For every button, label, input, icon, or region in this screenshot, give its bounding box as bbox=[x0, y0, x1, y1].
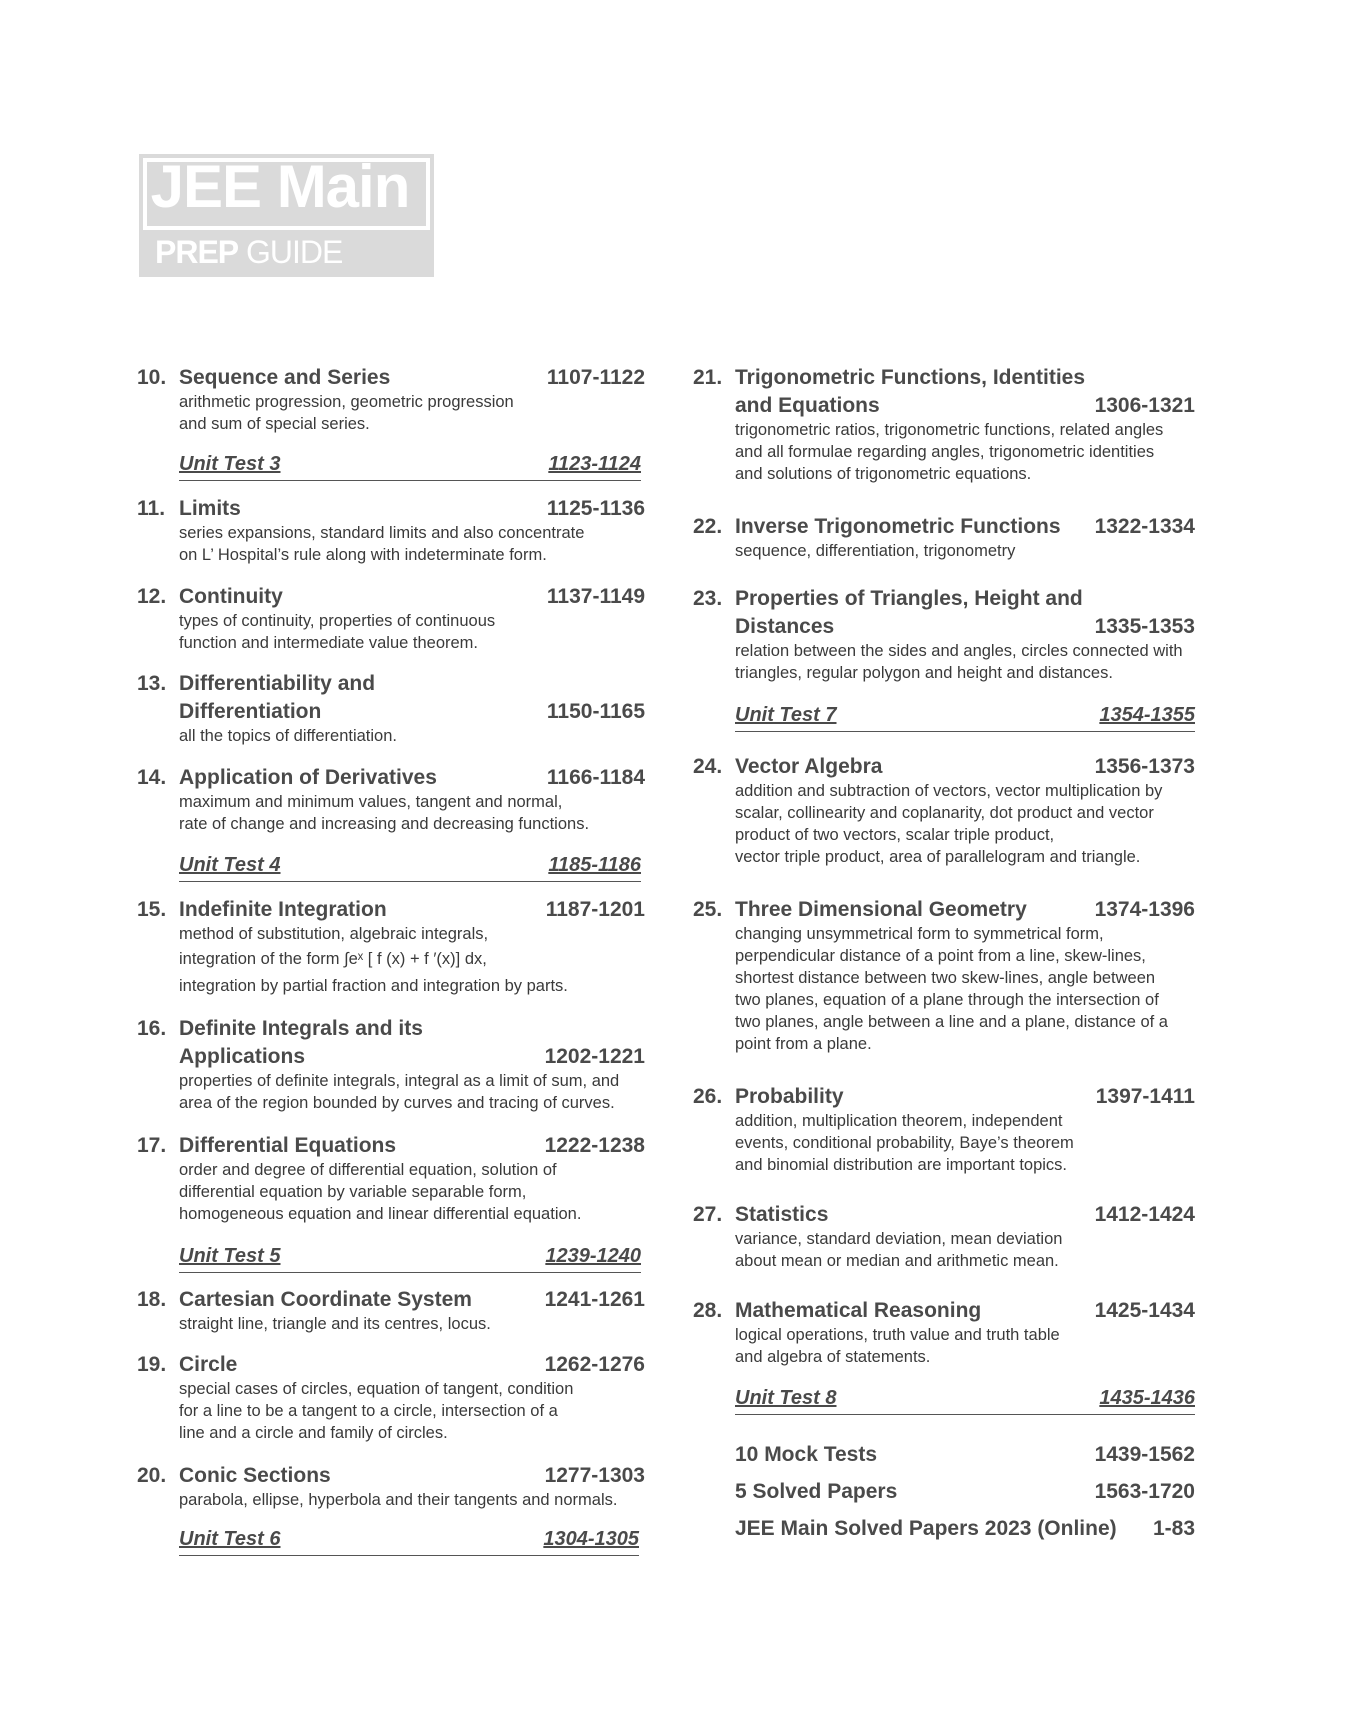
entry-pages: 1374-1396 bbox=[1094, 898, 1195, 921]
entry-desc-line: and sum of special series. bbox=[179, 415, 370, 433]
entry-pages: 1107-1122 bbox=[546, 366, 645, 389]
entry-desc-line: straight line, triangle and its centres, locus. bbox=[179, 1315, 491, 1333]
entry-pages: 1439-1562 bbox=[1094, 1443, 1195, 1466]
entry-number: 26. bbox=[693, 1085, 723, 1108]
entry-pages: 1166-1184 bbox=[546, 766, 645, 789]
entry-desc-line: all the topics of differentiation. bbox=[179, 727, 397, 745]
entry-title-line2: and Equations bbox=[735, 394, 880, 417]
unit-test-label: Unit Test 8 bbox=[735, 1387, 837, 1409]
unit-test-5[interactable] bbox=[179, 1242, 641, 1273]
entry-pages: 1322-1334 bbox=[1094, 515, 1195, 538]
entry-desc-line: trigonometric ratios, trigonometric functions, related angles bbox=[735, 421, 1164, 439]
entry-pages: 1335-1353 bbox=[1094, 615, 1195, 638]
entry-pages: 1137-1149 bbox=[546, 585, 645, 608]
entry-desc-line: parabola, ellipse, hyperbola and their tangents and normals. bbox=[179, 1491, 618, 1509]
entry-title-line1: Differentiability and bbox=[179, 672, 376, 695]
entry-desc-line: events, conditional probability, Baye’s theorem bbox=[735, 1134, 1074, 1152]
entry-title: Three Dimensional Geometry bbox=[735, 898, 1027, 921]
entry-pages: 1202-1221 bbox=[544, 1045, 645, 1068]
entry-desc-line: addition and subtraction of vectors, vector multiplication by bbox=[735, 782, 1163, 800]
entry-title: 5 Solved Papers bbox=[735, 1480, 898, 1503]
entry-desc-line: variance, standard deviation, mean deviation bbox=[735, 1230, 1063, 1248]
entry-desc-line: sequence, differentiation, trigonometry bbox=[735, 542, 1016, 560]
entry-number: 19. bbox=[137, 1353, 167, 1376]
unit-test-8[interactable] bbox=[735, 1384, 1195, 1415]
unit-test-pages: 1123-1124 bbox=[548, 453, 641, 475]
entry-desc-formula-line: integration of the form ∫eˣ [ f (x) + f ′(x)] dx, bbox=[179, 950, 487, 968]
entry-pages: 1306-1321 bbox=[1094, 394, 1195, 417]
entry-pages: 1125-1136 bbox=[546, 497, 645, 520]
entry-desc-line: special cases of circles, equation of tangent, condition bbox=[179, 1380, 574, 1398]
entry-desc-line: properties of definite integrals, integral as a limit of sum, and bbox=[179, 1072, 620, 1090]
entry-title: Differential Equations bbox=[179, 1134, 397, 1157]
entry-number: 11. bbox=[137, 497, 166, 520]
entry-desc-line: area of the region bounded by curves and tracing of curves. bbox=[179, 1094, 615, 1112]
entry-title: Cartesian Coordinate System bbox=[179, 1288, 472, 1311]
entry-title: JEE Main Solved Papers 2023 (Online) bbox=[735, 1517, 1117, 1540]
entry-desc-line: addition, multiplication theorem, independent bbox=[735, 1112, 1063, 1130]
entry-desc-line: order and degree of differential equation, solution of bbox=[179, 1161, 557, 1179]
entry-pages: 1-83 bbox=[1152, 1517, 1195, 1540]
entry-desc-line: about mean or median and arithmetic mean. bbox=[735, 1252, 1059, 1270]
entry-desc-line: logical operations, truth value and truth table bbox=[735, 1326, 1060, 1344]
entry-number: 27. bbox=[693, 1203, 723, 1226]
entry-desc-line: scalar, collinearity and coplanarity, dot product and vector bbox=[735, 804, 1154, 822]
entry-desc-line: types of continuity, properties of continuous bbox=[179, 612, 496, 630]
entry-desc-line: point from a plane. bbox=[735, 1035, 872, 1053]
unit-test-label: Unit Test 3 bbox=[179, 453, 281, 475]
entry-title: Continuity bbox=[179, 585, 283, 608]
entry-number: 17. bbox=[137, 1134, 167, 1157]
entry-desc-line: on L’ Hospital’s rule along with indeterminate form. bbox=[179, 546, 547, 564]
entry-number: 25. bbox=[693, 898, 723, 921]
unit-test-label: Unit Test 5 bbox=[179, 1245, 281, 1267]
unit-test-pages: 1239-1240 bbox=[545, 1245, 641, 1267]
unit-test-pages: 1354-1355 bbox=[1099, 704, 1195, 726]
entry-number: 20. bbox=[137, 1464, 167, 1487]
entry-desc-line: series expansions, standard limits and also concentrate bbox=[179, 524, 585, 542]
entry-title: Application of Derivatives bbox=[179, 766, 437, 789]
entry-title: Indefinite Integration bbox=[179, 898, 387, 921]
entry-title: Statistics bbox=[735, 1203, 829, 1226]
entry-number: 23. bbox=[693, 587, 723, 610]
entry-desc-line: integration by partial fraction and integration by parts. bbox=[179, 977, 568, 995]
unit-test-label: Unit Test 4 bbox=[179, 854, 281, 876]
entry-title-line2: Differentiation bbox=[179, 700, 322, 723]
entry-number: 10. bbox=[137, 366, 167, 389]
entry-pages: 1397-1411 bbox=[1095, 1085, 1195, 1108]
unit-test-7[interactable] bbox=[735, 701, 1195, 732]
entry-number: 28. bbox=[693, 1299, 723, 1322]
entry-title: Sequence and Series bbox=[179, 366, 391, 389]
entry-desc-line: changing unsymmetrical form to symmetrical form, bbox=[735, 925, 1104, 943]
entry-title-line1: Properties of Triangles, Height and bbox=[735, 587, 1083, 610]
entry-desc-line: for a line to be a tangent to a circle, intersection of a bbox=[179, 1402, 558, 1420]
entry-pages: 1222-1238 bbox=[544, 1134, 645, 1157]
entry-title-line2: Distances bbox=[735, 615, 835, 638]
entry-desc-line: line and a circle and family of circles. bbox=[179, 1424, 448, 1442]
jee-main-prep-guide-logo bbox=[139, 154, 434, 277]
entry-number: 16. bbox=[137, 1017, 167, 1040]
entry-pages: 1262-1276 bbox=[544, 1353, 645, 1376]
entry-number: 13. bbox=[137, 672, 167, 695]
unit-test-4[interactable] bbox=[179, 851, 641, 882]
unit-test-pages: 1185-1186 bbox=[548, 854, 641, 876]
entry-desc-line: differential equation by variable separable form, bbox=[179, 1183, 527, 1201]
entry-desc-line: arithmetic progression, geometric progression bbox=[179, 393, 514, 411]
entry-desc-line: perpendicular distance of a point from a line, skew-lines, bbox=[735, 947, 1146, 965]
entry-number: 18. bbox=[137, 1288, 167, 1311]
entry-pages: 1563-1720 bbox=[1094, 1480, 1195, 1503]
unit-test-pages: 1435-1436 bbox=[1099, 1387, 1195, 1409]
entry-desc-line: two planes, equation of a plane through the intersection of bbox=[735, 991, 1159, 1009]
unit-test-6[interactable] bbox=[179, 1525, 639, 1556]
entry-desc-line: two planes, angle between a line and a plane, distance of a bbox=[735, 1013, 1168, 1031]
entry-pages: 1241-1261 bbox=[544, 1288, 645, 1311]
entry-title-line1: Trigonometric Functions, Identities bbox=[735, 366, 1086, 389]
unit-test-label: Unit Test 7 bbox=[735, 704, 837, 726]
entry-desc-line: method of substitution, algebraic integrals, bbox=[179, 925, 489, 943]
entry-title-line1: Definite Integrals and its bbox=[179, 1017, 423, 1040]
unit-test-label: Unit Test 6 bbox=[179, 1528, 281, 1550]
entry-number: 15. bbox=[137, 898, 167, 921]
entry-title: Vector Algebra bbox=[735, 755, 883, 778]
entry-desc-line: homogeneous equation and linear differential equation. bbox=[179, 1205, 582, 1223]
entry-pages: 1356-1373 bbox=[1094, 755, 1195, 778]
entry-desc-line: and binomial distribution are important topics. bbox=[735, 1156, 1068, 1174]
entry-title: Conic Sections bbox=[179, 1464, 331, 1487]
entry-pages: 1277-1303 bbox=[544, 1464, 645, 1487]
entry-desc-line: and solutions of trigonometric equations. bbox=[735, 465, 1032, 483]
logo-subtitle: PREP GUIDE bbox=[155, 234, 343, 270]
entry-number: 14. bbox=[137, 766, 167, 789]
entry-pages: 1150-1165 bbox=[546, 700, 645, 723]
entry-desc-line: function and intermediate value theorem. bbox=[179, 634, 479, 652]
entry-desc-line: product of two vectors, scalar triple product, bbox=[735, 826, 1055, 844]
entry-title: Probability bbox=[735, 1085, 844, 1108]
entry-pages: 1187-1201 bbox=[545, 898, 645, 921]
entry-desc-line: maximum and minimum values, tangent and normal, bbox=[179, 793, 563, 811]
entry-number: 21. bbox=[693, 366, 723, 389]
entry-pages: 1412-1424 bbox=[1094, 1203, 1195, 1226]
entry-title: Circle bbox=[179, 1353, 238, 1376]
entry-desc-line: shortest distance between two skew-lines, angle between bbox=[735, 969, 1156, 987]
entry-number: 22. bbox=[693, 515, 723, 538]
entry-desc-line: and all formulae regarding angles, trigonometric identities bbox=[735, 443, 1155, 461]
entry-title: Inverse Trigonometric Functions bbox=[735, 515, 1061, 538]
entry-title: 10 Mock Tests bbox=[735, 1443, 878, 1466]
entry-pages: 1425-1434 bbox=[1094, 1299, 1195, 1322]
entry-desc-line: and algebra of statements. bbox=[735, 1348, 931, 1366]
entry-desc-line: rate of change and increasing and decreasing functions. bbox=[179, 815, 590, 833]
entry-desc-line: triangles, regular polygon and height and distances. bbox=[735, 664, 1113, 682]
entry-title: Limits bbox=[179, 497, 241, 520]
entry-number: 24. bbox=[693, 755, 723, 778]
entry-number: 12. bbox=[137, 585, 167, 608]
logo-title: JEE Main bbox=[150, 153, 410, 220]
entry-desc-line: vector triple product, area of parallelogram and triangle. bbox=[735, 848, 1141, 866]
unit-test-pages: 1304-1305 bbox=[543, 1528, 639, 1550]
entry-desc-line: relation between the sides and angles, circles connected with bbox=[735, 642, 1183, 660]
unit-test-3[interactable] bbox=[179, 450, 641, 481]
entry-title: Mathematical Reasoning bbox=[735, 1299, 982, 1322]
entry-title-line2: Applications bbox=[179, 1045, 306, 1068]
